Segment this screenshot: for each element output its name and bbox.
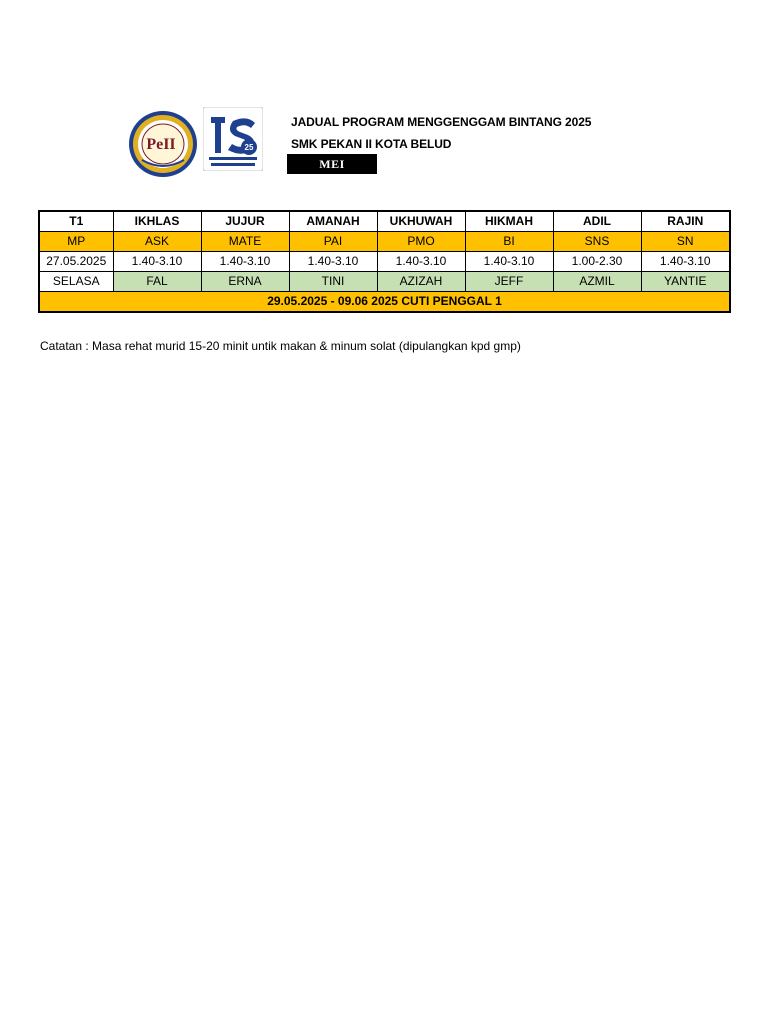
- subject-cell: BI: [465, 232, 553, 252]
- page-title: JADUAL PROGRAM MENGGENGGAM BINTANG 2025: [291, 115, 592, 129]
- column-header: ADIL: [553, 211, 641, 232]
- holiday-cell: 29.05.2025 - 09.06 2025 CUTI PENGGAL 1: [39, 292, 730, 313]
- subject-cell: SN: [641, 232, 730, 252]
- column-header: RAJIN: [641, 211, 730, 232]
- teacher-cell: JEFF: [465, 272, 553, 292]
- time-cell: 1.40-3.10: [289, 252, 377, 272]
- subject-row: [39, 232, 730, 252]
- column-header: UKHUWAH: [377, 211, 465, 232]
- column-header: HIKMAH: [465, 211, 553, 232]
- column-header: IKHLAS: [113, 211, 201, 232]
- subject-cell: PAI: [289, 232, 377, 252]
- month-label: MEI: [287, 154, 377, 174]
- schedule-table: [38, 210, 731, 313]
- time-cell: 1.40-3.10: [377, 252, 465, 272]
- teacher-cell: YANTIE: [641, 272, 730, 292]
- column-header: T1: [39, 211, 113, 232]
- teacher-cell: AZIZAH: [377, 272, 465, 292]
- school-logo: [128, 110, 198, 178]
- time-row: [39, 252, 730, 272]
- subject-cell: MP: [39, 232, 113, 252]
- header-row: [39, 211, 730, 232]
- teacher-cell: ERNA: [201, 272, 289, 292]
- teacher-cell: FAL: [113, 272, 201, 292]
- teacher-cell: TINI: [289, 272, 377, 292]
- subject-cell: SNS: [553, 232, 641, 252]
- note-text: Catatan : Masa rehat murid 15-20 minit untik makan & minum solat (dipulangkan kpd gmp): [40, 339, 521, 353]
- program-logo: [203, 107, 263, 171]
- subject-cell: PMO: [377, 232, 465, 252]
- school-logo-mark: PeII: [146, 136, 176, 153]
- time-cell: 1.40-3.10: [465, 252, 553, 272]
- program-logo-mark: 25: [244, 143, 254, 152]
- teacher-row: [39, 272, 730, 292]
- time-cell: 1.40-3.10: [113, 252, 201, 272]
- subject-cell: ASK: [113, 232, 201, 252]
- date-cell: 27.05.2025: [39, 252, 113, 272]
- day-cell: SELASA: [39, 272, 113, 292]
- school-name: SMK PEKAN II KOTA BELUD: [291, 137, 452, 151]
- teacher-cell: AZMIL: [553, 272, 641, 292]
- time-cell: 1.00-2.30: [553, 252, 641, 272]
- title-block: [291, 115, 591, 159]
- time-cell: 1.40-3.10: [201, 252, 289, 272]
- subject-cell: MATE: [201, 232, 289, 252]
- holiday-row: [39, 292, 730, 313]
- time-cell: 1.40-3.10: [641, 252, 730, 272]
- column-header: AMANAH: [289, 211, 377, 232]
- column-header: JUJUR: [201, 211, 289, 232]
